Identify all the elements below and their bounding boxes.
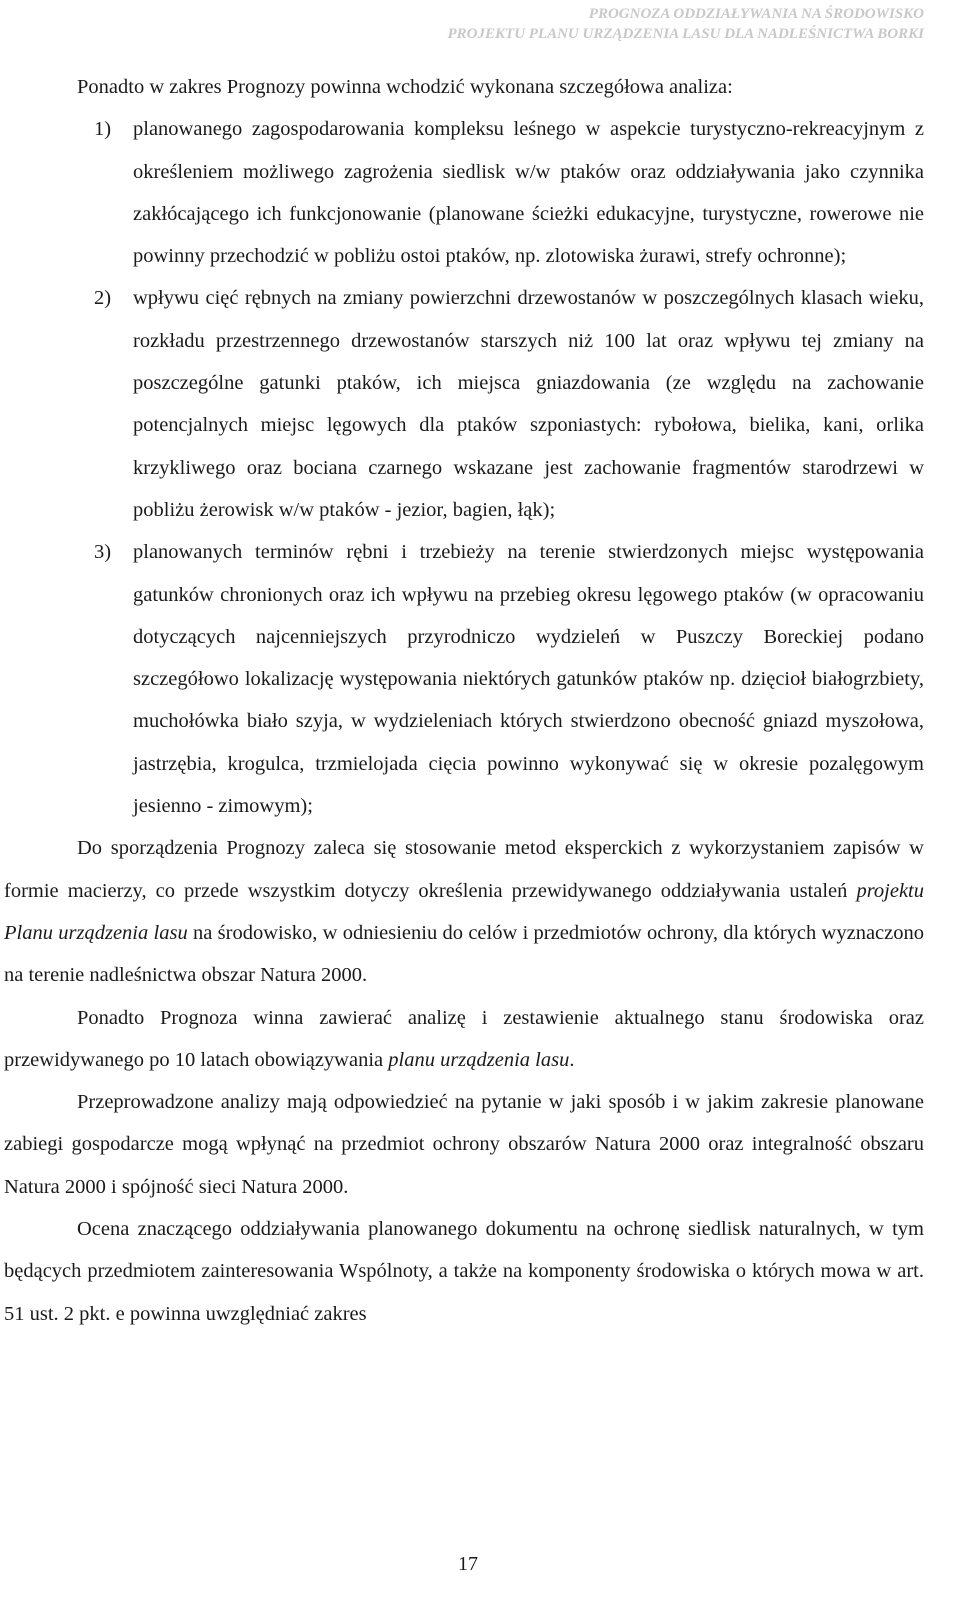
paragraph-methods: [4, 827, 924, 996]
header-line-2: PROJEKTU PLANU URZĄDZENIA LASU DLA NADLEŚNICTWA BORKI: [447, 26, 924, 42]
italic-text: projektu Planu urządzenia lasu: [4, 879, 924, 944]
list-item-text: planowanego zagospodarowania kompleksu leśnego w aspekcie turystyczno-rekreacyjnym z określeniem możliwego zagrożenia siedlisk w/w ptaków oraz oddziaływania jako czynnika zakłócającego ich funkcjonowanie (planowane ścieżki edukacyjne, turystyczne, rowerowe nie powinny przechodzić w pobliżu ostoi ptaków, np. zlotowiska żurawi, strefy ochronne);: [133, 118, 924, 268]
list-item-text: wpływu cięć rębnych na zmiany powierzchni drzewostanów w poszczególnych klasach wieku, rozkładu przestrzennego drzewostanów starszych niż 100 lat oraz wpływu tej zmiany na poszczególne gatunki ptaków, ich miejsca gniazdowania (ze względu na zachowanie potencjalnych miejsc lęgowych dla ptaków szponiastych: rybołowa, bielika, kani, orlika krzykliwego oraz bociana czarnego wskazane jest zachowanie fragmentów starodrzewi w pobliżu żerowisk w/w ptaków - jezior, bagien, łąk);: [133, 287, 924, 521]
list-item: [4, 277, 924, 531]
list-item-text: planowanych terminów rębni i trzebieży na terenie stwierdzonych miejsc występowania gatunków chronionych oraz ich wpływu na przebieg okresu lęgowego ptaków (w opracowaniu dotyczących najcenniejszych przyrodniczo wydzieleń w Puszczy Boreckiej podano szczegółowo lokalizację występowania niektórych gatunków ptaków np. dzięcioł białogrzbiety, muchołówka biało szyja, w wydzieleniach których stwierdzono obecność gniazd myszołowa, jastrzębia, krogulca, trzmielojada cięcia powinno wykonywać się w okresie pozalęgowym jesienno - zimowym);: [133, 541, 924, 818]
paragraph-text: Do sporządzenia Prognozy zaleca się stosowanie metod eksperckich z wykorzystaniem zapisów w formie macierzy, co przede wszystkim dotyczy określenia przewidywanego oddziaływania ustaleń: [4, 837, 924, 902]
paragraph-text: Ponadto Prognoza winna zawierać analizę i zestawienie aktualnego stanu środowiska oraz przewidywanego po 10 latach obowiązywania: [4, 1006, 924, 1071]
analysis-list: [4, 108, 924, 827]
list-item: [4, 108, 924, 277]
list-item: [4, 531, 924, 827]
intro-paragraph: Ponadto w zakres Prognozy powinna wchodzić wykonana szczegółowa analiza:: [77, 76, 733, 98]
list-item-number: 2): [94, 287, 112, 310]
list-item-number: 1): [94, 118, 112, 141]
paragraph-assessment: Ocena znaczącego oddziaływania planowanego dokumentu na ochronę siedlisk naturalnych, w tym będących przedmiotem zainteresowania Wspólnoty, a także na komponenty środowiska o których mowa w art. 51 ust. 2 pkt. e powinna uwzględniać zakres: [4, 1218, 924, 1325]
list-item-number: 3): [94, 541, 112, 564]
paragraph-text: .: [569, 1048, 575, 1071]
paragraph-text: na środowisko, w odniesieniu do celów i przedmiotów ochrony, dla których wyznaczono na terenie nadleśnictwa obszar Natura 2000.: [4, 921, 924, 987]
paragraph-analysis: [4, 997, 924, 1082]
running-header: [448, 4, 924, 44]
page-number: 17: [458, 1553, 478, 1575]
paragraph-questions: Przeprowadzone analizy mają odpowiedzieć na pytanie w jaki sposób i w jakim zakresie planowane zabiegi gospodarcze mogą wpłynąć na przedmiot ochrony obszarów Natura 2000 oraz integralność obszaru Natura 2000 i spójność sieci Natura 2000.: [4, 1091, 924, 1198]
document-body: [4, 66, 924, 1335]
header-line-1: PROGNOZA ODDZIAŁYWANIA NA ŚRODOWISKO: [588, 6, 924, 22]
italic-text: planu urządzenia lasu: [388, 1048, 570, 1071]
